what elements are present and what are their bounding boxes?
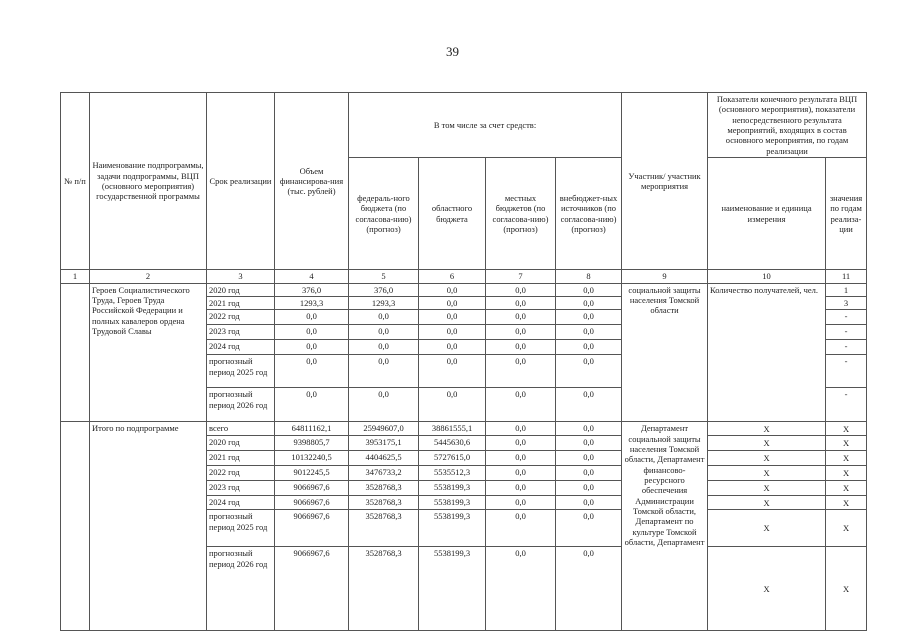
block2-name: Итого по подпрограмме xyxy=(90,422,207,631)
regional-cell: 5538199,3 xyxy=(419,510,486,547)
header-col6: областного бюджета xyxy=(419,158,486,270)
local-cell: 0,0 xyxy=(486,388,556,422)
period-cell: 2024 год xyxy=(207,496,275,510)
indicator-cell: Х xyxy=(708,547,826,631)
regional-cell: 0,0 xyxy=(419,340,486,355)
federal-cell: 4404625,5 xyxy=(349,451,419,466)
extra-cell: 0,0 xyxy=(556,510,622,547)
block1-participant: социальной защиты населения Томской области xyxy=(622,283,708,422)
col-number: 11 xyxy=(826,270,867,283)
total-cell: 1293,3 xyxy=(275,296,349,309)
regional-cell: 5538199,3 xyxy=(419,547,486,631)
local-cell: 0,0 xyxy=(486,296,556,309)
row-number-cell xyxy=(61,422,90,631)
local-cell: 0,0 xyxy=(486,481,556,496)
local-cell: 0,0 xyxy=(486,283,556,296)
header-col2: Наименование подпрограммы, задачи подпрограммы, ВЦП (основного мероприятия) государственной программы xyxy=(90,93,207,270)
value-cell: - xyxy=(826,340,867,355)
col-number: 10 xyxy=(708,270,826,283)
federal-cell: 0,0 xyxy=(349,340,419,355)
period-cell: 2021 год xyxy=(207,296,275,309)
period-cell: прогнозный период 2026 год xyxy=(207,388,275,422)
federal-cell: 3476733,2 xyxy=(349,466,419,481)
table-row xyxy=(61,283,867,296)
regional-cell: 0,0 xyxy=(419,388,486,422)
indicator-cell: Х xyxy=(708,496,826,510)
header-col9: Участник/ участник мероприятия xyxy=(622,93,708,270)
extra-cell: 0,0 xyxy=(556,283,622,296)
local-cell: 0,0 xyxy=(486,340,556,355)
financing-table xyxy=(60,92,867,631)
indicator-cell: Х xyxy=(708,436,826,451)
block1-name: Героев Социалистического Труда, Героев Труда Российской Федерации и полных кавалеров ордена Трудовой Славы xyxy=(90,283,207,422)
header-col11: значения по годам реализа-ции xyxy=(826,158,867,270)
col-number: 4 xyxy=(275,270,349,283)
indicator-cell: Х xyxy=(708,481,826,496)
block1-indicator: Количество получателей, чел. xyxy=(708,283,826,422)
header-col7: местных бюджетов (по согласова-нию) (прогноз) xyxy=(486,158,556,270)
regional-cell: 5538199,3 xyxy=(419,481,486,496)
federal-cell: 25949607,0 xyxy=(349,422,419,436)
value-cell: - xyxy=(826,355,867,388)
value-cell: Х xyxy=(826,547,867,631)
value-cell: 3 xyxy=(826,296,867,309)
period-cell: прогнозный период 2025 год xyxy=(207,510,275,547)
indicator-cell: Х xyxy=(708,510,826,547)
total-cell: 0,0 xyxy=(275,325,349,340)
period-cell: 2023 год xyxy=(207,481,275,496)
period-cell: 2020 год xyxy=(207,436,275,451)
local-cell: 0,0 xyxy=(486,310,556,325)
federal-cell: 3953175,1 xyxy=(349,436,419,451)
local-cell: 0,0 xyxy=(486,547,556,631)
period-cell: 2024 год xyxy=(207,340,275,355)
regional-cell: 5445630,6 xyxy=(419,436,486,451)
col-number: 6 xyxy=(419,270,486,283)
federal-cell: 0,0 xyxy=(349,325,419,340)
value-cell: 1 xyxy=(826,283,867,296)
total-cell: 64811162,1 xyxy=(275,422,349,436)
header-col3: Срок реализации xyxy=(207,93,275,270)
federal-cell: 1293,3 xyxy=(349,296,419,309)
column-number-row xyxy=(61,270,867,283)
value-cell: Х xyxy=(826,422,867,436)
extra-cell: 0,0 xyxy=(556,296,622,309)
total-cell: 9012245,5 xyxy=(275,466,349,481)
total-cell: 0,0 xyxy=(275,340,349,355)
local-cell: 0,0 xyxy=(486,355,556,388)
value-cell: Х xyxy=(826,451,867,466)
regional-cell: 5538199,3 xyxy=(419,496,486,510)
period-cell: 2022 год xyxy=(207,310,275,325)
federal-cell: 0,0 xyxy=(349,355,419,388)
extra-cell: 0,0 xyxy=(556,325,622,340)
regional-cell: 38861555,1 xyxy=(419,422,486,436)
col-number: 1 xyxy=(61,270,90,283)
local-cell: 0,0 xyxy=(486,510,556,547)
total-cell: 0,0 xyxy=(275,310,349,325)
col-number: 3 xyxy=(207,270,275,283)
local-cell: 0,0 xyxy=(486,451,556,466)
extra-cell: 0,0 xyxy=(556,340,622,355)
extra-cell: 0,0 xyxy=(556,547,622,631)
regional-cell: 0,0 xyxy=(419,283,486,296)
federal-cell: 3528768,3 xyxy=(349,481,419,496)
extra-cell: 0,0 xyxy=(556,388,622,422)
extra-cell: 0,0 xyxy=(556,422,622,436)
federal-cell: 3528768,3 xyxy=(349,547,419,631)
extra-cell: 0,0 xyxy=(556,355,622,388)
header-col8: внебюджет-ных источников (по согласова-нию) (прогноз) xyxy=(556,158,622,270)
period-cell: прогнозный период 2026 год xyxy=(207,547,275,631)
total-cell: 0,0 xyxy=(275,355,349,388)
total-cell: 10132240,5 xyxy=(275,451,349,466)
value-cell: Х xyxy=(826,466,867,481)
header-group-sources: В том числе за счет средств: xyxy=(349,93,622,158)
page-number: 39 xyxy=(446,44,459,59)
regional-cell: 0,0 xyxy=(419,310,486,325)
extra-cell: 0,0 xyxy=(556,436,622,451)
value-cell: - xyxy=(826,388,867,422)
local-cell: 0,0 xyxy=(486,325,556,340)
regional-cell: 0,0 xyxy=(419,296,486,309)
period-cell: прогнозный период 2025 год xyxy=(207,355,275,388)
federal-cell: 0,0 xyxy=(349,310,419,325)
indicator-cell: Х xyxy=(708,451,826,466)
col-number: 9 xyxy=(622,270,708,283)
local-cell: 0,0 xyxy=(486,422,556,436)
indicator-cell: Х xyxy=(708,422,826,436)
regional-cell: 0,0 xyxy=(419,325,486,340)
indicator-cell: Х xyxy=(708,466,826,481)
col-number: 8 xyxy=(556,270,622,283)
federal-cell: 3528768,3 xyxy=(349,496,419,510)
total-cell: 9398805,7 xyxy=(275,436,349,451)
value-cell: Х xyxy=(826,510,867,547)
period-cell: всего xyxy=(207,422,275,436)
col-number: 5 xyxy=(349,270,419,283)
federal-cell: 0,0 xyxy=(349,388,419,422)
period-cell: 2020 год xyxy=(207,283,275,296)
total-cell: 9066967,6 xyxy=(275,496,349,510)
regional-cell: 5727615,0 xyxy=(419,451,486,466)
extra-cell: 0,0 xyxy=(556,310,622,325)
local-cell: 0,0 xyxy=(486,436,556,451)
header-col10: наименование и единица измерения xyxy=(708,158,826,270)
total-cell: 0,0 xyxy=(275,388,349,422)
extra-cell: 0,0 xyxy=(556,496,622,510)
col-number: 2 xyxy=(90,270,207,283)
total-cell: 9066967,6 xyxy=(275,510,349,547)
total-cell: 376,0 xyxy=(275,283,349,296)
period-cell: 2022 год xyxy=(207,466,275,481)
row-number-cell xyxy=(61,283,90,422)
value-cell: Х xyxy=(826,436,867,451)
regional-cell: 5535512,3 xyxy=(419,466,486,481)
extra-cell: 0,0 xyxy=(556,451,622,466)
local-cell: 0,0 xyxy=(486,496,556,510)
federal-cell: 376,0 xyxy=(349,283,419,296)
value-cell: - xyxy=(826,310,867,325)
extra-cell: 0,0 xyxy=(556,466,622,481)
period-cell: 2021 год xyxy=(207,451,275,466)
header-col1: № п/п xyxy=(61,93,90,270)
header-group-results: Показатели конечного результата ВЦП (основного мероприятия), показатели непосредственного результата мероприятий, входящих в состав основного мероприятия, по годам реализации xyxy=(708,93,867,158)
header-col5: федераль-ного бюджета (по согласова-нию) (прогноз) xyxy=(349,158,419,270)
federal-cell: 3528768,3 xyxy=(349,510,419,547)
value-cell: - xyxy=(826,325,867,340)
col-number: 7 xyxy=(486,270,556,283)
block2-participant: Департамент социальной защиты населения Томской области, Департамент финансово-ресурсного обеспечения Администрации Томской области, Департамент по культуре Томской области, Департамент xyxy=(622,422,708,631)
period-cell: 2023 год xyxy=(207,325,275,340)
local-cell: 0,0 xyxy=(486,466,556,481)
total-cell: 9066967,6 xyxy=(275,547,349,631)
value-cell: Х xyxy=(826,481,867,496)
table-row xyxy=(61,422,867,436)
value-cell: Х xyxy=(826,496,867,510)
header-col4: Объем финансирова-ния (тыс. рублей) xyxy=(275,93,349,270)
total-cell: 9066967,6 xyxy=(275,481,349,496)
regional-cell: 0,0 xyxy=(419,355,486,388)
extra-cell: 0,0 xyxy=(556,481,622,496)
